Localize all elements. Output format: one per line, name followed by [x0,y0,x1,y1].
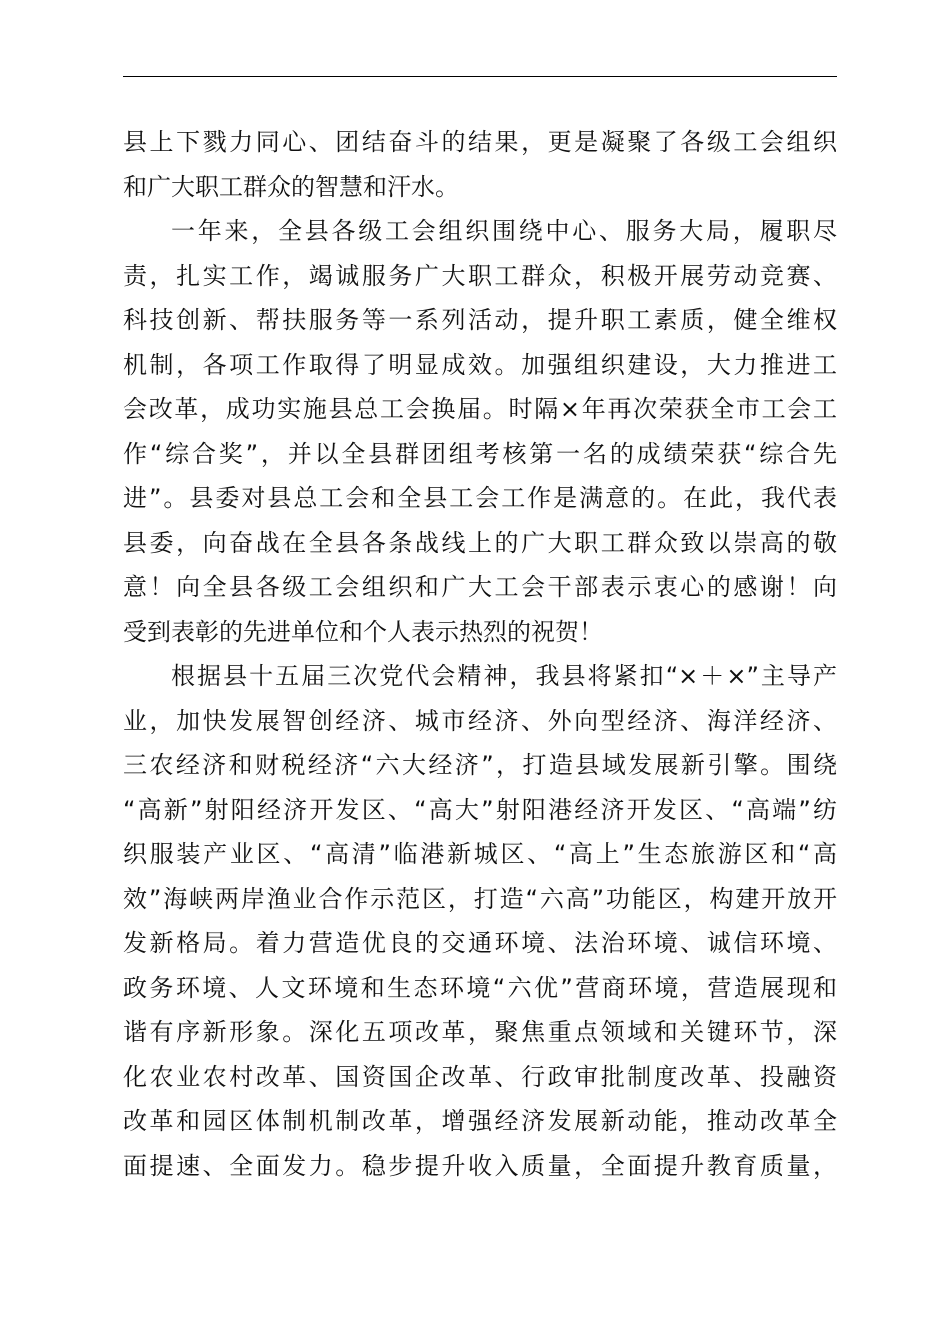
text-line: 发新格局。着力营造优良的交通环境、法治环境、诚信环境、 [123,929,837,957]
text-line: 进”。县委对县总工会和全县工会工作是满意的。在此，我代表 [123,484,837,512]
text-line: 政务环境、人文环境和生态环境“六优”营商环境，营造展现和 [123,973,837,1002]
text-line: 责，扎实工作，竭诚服务广大职工群众，积极开展劳动竞赛、 [123,261,837,290]
text-line: 一年来，全县各级工会组织围绕中心、服务大局，履职尽 [171,217,837,245]
text-line: 和广大职工群众的智慧和汗水。 [123,172,459,201]
text-line: 化农业农村改革、国资国企改革、行政审批制度改革、投融资 [123,1062,837,1091]
document-body [123,120,837,1188]
paragraph-3 [123,654,837,1188]
text-line: 受到表彰的先进单位和个人表示热烈的祝贺！ [123,617,603,646]
text-line: 三农经济和财税经济“六大经济”，打造县域发展新引擎。围绕 [123,751,837,779]
text-line: 织服装产业区、“高清”临港新城区、“高上”生态旅游区和“高 [123,840,837,868]
paragraph-2 [123,209,837,654]
paragraph-1 [123,120,837,209]
text-line: 改革和园区体制机制改革，增强经济发展新动能，推动改革全 [123,1107,837,1135]
text-line: 会改革，成功实施县总工会换届。时隔×年再次荣获全市工会工 [123,395,837,423]
header-divider [123,76,837,77]
text-line: 机制，各项工作取得了明显成效。加强组织建设，大力推进工 [123,350,837,379]
text-line: 科技创新、帮扶服务等一系列活动，提升职工素质，健全维权 [123,306,837,334]
text-line: 意！向全县各级工会组织和广大工会干部表示衷心的感谢！向 [123,573,837,601]
text-line: 业，加快发展智创经济、城市经济、外向型经济、海洋经济、 [123,706,837,735]
text-line: 作“综合奖”，并以全县群团组考核第一名的成绩荣获“综合先 [123,439,837,468]
text-line: “高新”射阳经济开发区、“高大”射阳港经济开发区、“高端”纺 [123,795,837,824]
text-line: 谐有序新形象。深化五项改革，聚焦重点领域和关键环节，深 [123,1018,837,1046]
text-line: 根据县十五届三次党代会精神，我县将紧扣“×＋×”主导产 [171,662,837,690]
text-line: 县上下戮力同心、团结奋斗的结果，更是凝聚了各级工会组织 [123,128,837,156]
text-line: 效”海峡两岸渔业合作示范区，打造“六高”功能区，构建开放开 [123,884,837,913]
text-line: 县委，向奋战在全县各条战线上的广大职工群众致以崇高的敬 [123,528,837,557]
text-line: 面提速、全面发力。稳步提升收入质量，全面提升教育质量， [123,1151,837,1180]
